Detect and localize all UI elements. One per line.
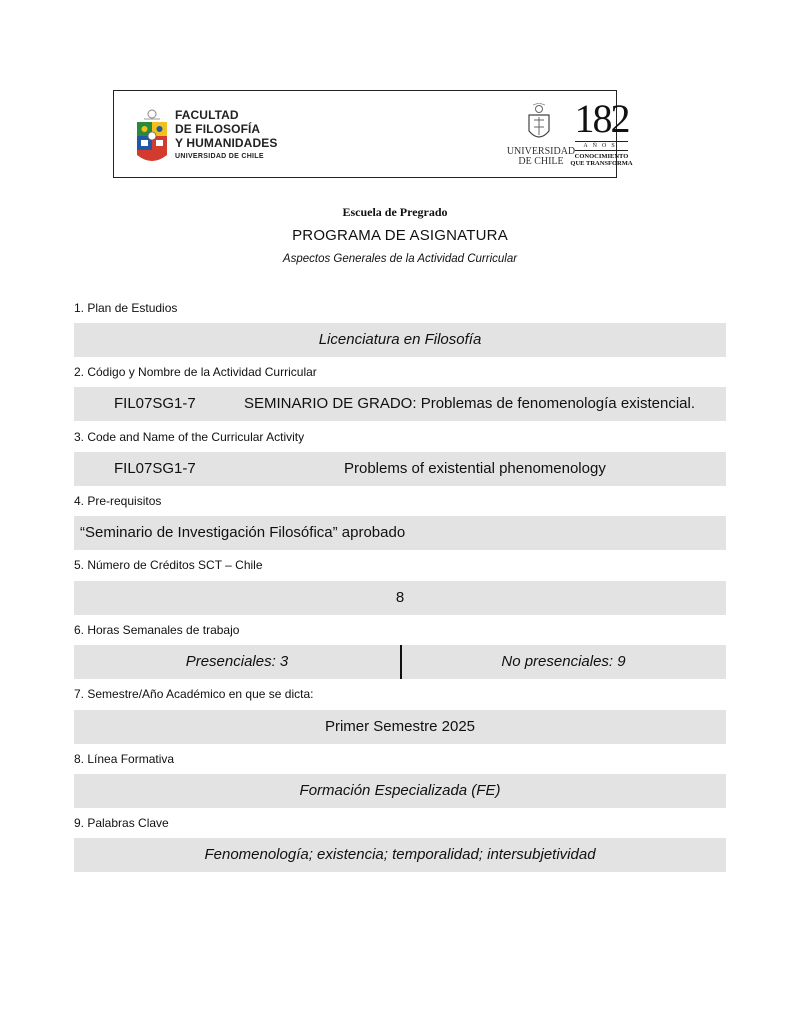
codigo-field <box>74 387 726 421</box>
prereq-label: 4. Pre-requisitos <box>74 494 162 508</box>
page-title: PROGRAMA DE ASIGNATURA <box>292 227 508 244</box>
header-logo-box <box>113 90 633 178</box>
code-en-field <box>74 452 726 486</box>
anniversary-years-word: AÑOS <box>575 141 628 151</box>
university-name <box>506 147 576 167</box>
faculty-line-3: Y HUMANIDADES <box>175 136 278 150</box>
semestre-value: Primer Semestre 2025 <box>74 710 726 744</box>
horas-label: 6. Horas Semanales de trabajo <box>74 623 240 637</box>
school-name: Escuela de Pregrado <box>342 205 448 219</box>
anniversary-tagline-2: QUE TRANSFORMA <box>570 160 633 167</box>
plan-value: Licenciatura en Filosofía <box>74 323 726 357</box>
codigo-code: FIL07SG1-7 <box>114 395 196 412</box>
semestre-label: 7. Semestre/Año Académico en que se dicta: <box>74 687 314 701</box>
horas-field <box>74 645 726 679</box>
university-line-1: UNIVERSIDAD <box>506 146 576 157</box>
palabras-value: Fenomenología; existencia; temporalidad; intersubjetividad <box>74 838 726 872</box>
faculty-line-2: DE FILOSOFÍA <box>175 122 261 136</box>
faculty-university: UNIVERSIDAD DE CHILE <box>175 153 264 160</box>
university-line-2: DE CHILE <box>518 156 564 167</box>
codigo-label: 2. Código y Nombre de la Actividad Curricular <box>74 365 317 379</box>
creditos-value: 8 <box>74 581 726 615</box>
anniversary-logo <box>569 96 634 167</box>
codigo-name: SEMINARIO DE GRADO: Problemas de fenomenología existencial. <box>244 395 696 412</box>
palabras-label: 9. Palabras Clave <box>74 816 169 830</box>
prereq-value: “Seminario de Investigación Filosófica” aprobado <box>74 516 726 550</box>
faculty-shield-icon <box>134 109 170 167</box>
linea-value: Formación Especializada (FE) <box>74 774 726 808</box>
plan-label: 1. Plan de Estudios <box>74 301 178 315</box>
creditos-label: 5. Número de Créditos SCT – Chile <box>74 558 263 572</box>
horas-presenciales: Presenciales: 3 <box>185 653 289 670</box>
faculty-line-1: FACULTAD <box>175 108 239 122</box>
horas-no-presenciales: No presenciales: 9 <box>501 653 626 670</box>
anniversary-number: 182 <box>574 96 629 141</box>
anniversary-tagline-1: CONOCIMIENTO <box>574 153 629 160</box>
code-en-name: Problems of existential phenomenology <box>344 460 606 477</box>
university-crest-icon <box>526 103 552 147</box>
page-subtitle: Aspectos Generales de la Actividad Curricular <box>282 253 518 265</box>
code-en-code: FIL07SG1-7 <box>114 460 196 477</box>
faculty-name <box>175 108 277 164</box>
linea-label: 8. Línea Formativa <box>74 752 175 766</box>
code-en-label: 3. Code and Name of the Curricular Activity <box>74 430 305 444</box>
